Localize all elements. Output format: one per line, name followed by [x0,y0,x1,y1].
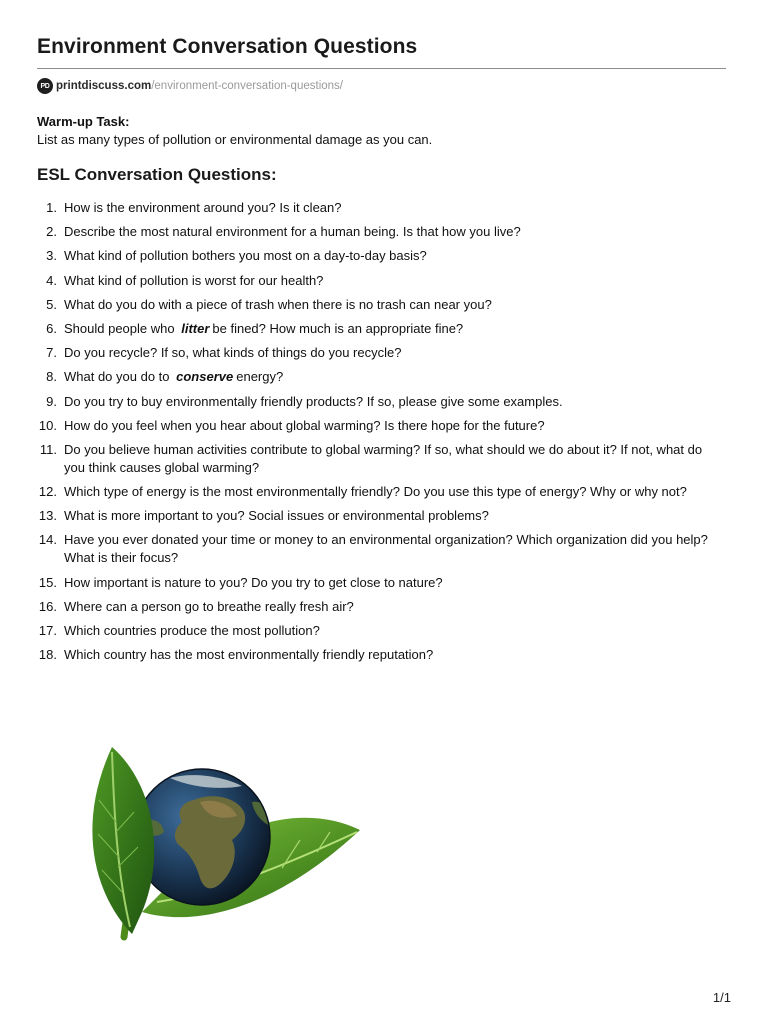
question-text-after: be fined? How much is an appropriate fine? [212,320,464,336]
question-number: 14. [38,532,57,548]
question-number: 1. [46,200,57,215]
question-number: 15. [38,574,57,590]
question-number: 16. [38,598,57,614]
question-number: 3. [46,248,57,264]
question-item [37,622,717,640]
question-item [37,598,717,616]
question-item [37,531,717,567]
question-number: 4. [46,272,57,288]
question-number: 2. [46,224,57,240]
question-item [37,574,717,592]
warmup-label: Warm-up Task: [37,114,130,129]
question-number: 10. [38,417,57,433]
question-text-before: Should people who [64,320,175,336]
question-text: Describe the most natural environment for a human being. Is that how you live? [64,224,521,240]
question-text: How is the environment around you? Is it clean? [64,200,342,215]
question-number: 11. [39,441,57,457]
title-divider [37,68,726,69]
question-text-before: What do you do to [64,369,170,385]
question-text [64,368,717,386]
question-item [37,223,717,241]
question-item [37,507,717,525]
question-item [37,296,717,314]
question-number: 8. [46,369,57,385]
warmup-text: List as many types of pollution or environmental damage as you can. [37,132,433,147]
question-text: How do you feel when you hear about global warming? Is there hope for the future? [64,417,545,433]
question-text: Which country has the most environmentally friendly reputation? [64,647,434,663]
question-item [37,483,717,501]
question-text: What kind of pollution is worst for our health? [64,272,324,288]
source-path: /environment-conversation-questions/ [151,80,343,92]
page-number: 1/1 [712,990,731,1005]
warmup-task [37,113,432,149]
question-text: Do you believe human activities contribute to global warming? If so, what should we do about it? If not, what do you think causes global warming? [64,441,703,475]
question-number: 12. [38,484,57,500]
question-text: Do you recycle? If so, what kinds of things do you recycle? [64,345,402,361]
question-item [37,272,717,290]
question-number: 17. [38,623,57,638]
question-text: What do you do with a piece of trash when there is no trash can near you? [64,296,492,312]
question-text: What is more important to you? Social issues or environmental problems? [64,508,489,524]
left-leaf [92,747,154,934]
question-number: 13. [38,508,57,524]
question-item [37,441,717,477]
question-number: 5. [46,296,57,312]
question-item [37,646,717,664]
section-title: ESL Conversation Questions: [37,165,277,184]
emphasized-word: litter [181,320,210,336]
question-text-after: energy? [236,369,284,385]
question-item [37,320,717,338]
question-item [37,199,717,217]
globe-on-leaf-illustration [72,742,364,946]
question-number: 18. [38,647,57,663]
source-link[interactable] [56,80,343,92]
question-text: What kind of pollution bothers you most on a day-to-day basis? [64,248,427,264]
printdiscuss-logo-icon: PD [37,78,53,94]
question-text: Have you ever donated your time or money to an environmental organization? Which organization did you help? What is their focus? [64,532,708,566]
question-number: 9. [46,393,57,409]
source-domain: printdiscuss.com [56,80,152,92]
question-number: 7. [46,345,57,361]
question-item [37,393,717,411]
question-text: How important is nature to you? Do you try to get close to nature? [64,574,443,590]
question-item [37,417,717,435]
question-text: Do you try to buy environmentally friendly products? If so, please give some examples. [64,393,563,409]
question-item [37,368,717,386]
question-text: Which countries produce the most pollution? [64,623,320,638]
question-text [64,320,717,338]
question-text: Where can a person go to breathe really fresh air? [64,598,354,614]
source-line [37,76,343,96]
question-number: 6. [46,320,57,336]
question-item [37,247,717,265]
question-item [37,344,717,362]
emphasized-word: conserve [176,369,234,385]
question-text: Which type of energy is the most environmentally friendly? Do you use this type of energy? Why or why not? [64,484,687,500]
question-list [37,199,717,670]
page-title: Environment Conversation Questions [37,35,418,58]
